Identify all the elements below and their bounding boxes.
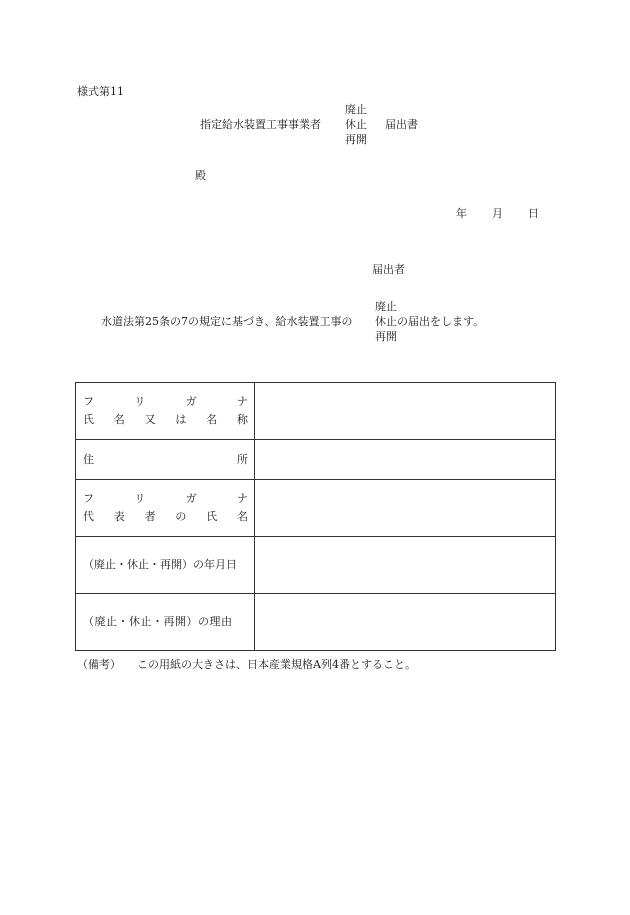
title-suffix: 届出書 (385, 118, 418, 131)
statement-option-abolish: 廃止 (375, 300, 397, 313)
title-option-abolish: 廃止 (345, 103, 367, 116)
statement-option-resume: 再開 (375, 330, 397, 343)
name-line: 氏 名 又 は 名 称 (83, 413, 248, 426)
date-year: 年 (456, 207, 467, 220)
title-option-suspend: 休止 (345, 118, 367, 131)
date-day: 日 (528, 207, 539, 220)
form-number: 様式第11 (77, 85, 124, 98)
note-label: （備考） (77, 658, 121, 671)
statement-options (375, 299, 484, 344)
table-row (76, 594, 556, 651)
table-row (76, 440, 556, 480)
table-row (76, 383, 556, 440)
notification-table (75, 382, 556, 651)
date-month: 月 (492, 207, 503, 220)
furigana-line: フ リ ガ ナ (83, 492, 248, 505)
furigana-name-label (76, 383, 255, 440)
change-reason-field[interactable] (255, 594, 556, 651)
title-options (345, 102, 367, 147)
representative-field[interactable] (255, 480, 556, 537)
addressee: 殿 (195, 169, 206, 182)
representative-line: 代 表 者 の 氏 名 (83, 510, 248, 523)
furigana-line: フ リ ガ ナ (83, 395, 248, 408)
address-field[interactable] (255, 440, 556, 480)
statement-option-suspend: 休止の届出をします。 (375, 315, 485, 328)
table-row (76, 480, 556, 537)
name-field[interactable] (255, 383, 556, 440)
change-date-field[interactable] (255, 537, 556, 594)
change-date-label: （廃止・休止・再開）の年月日 (76, 537, 255, 594)
representative-label (76, 480, 255, 537)
statement-prefix: 水道法第25条の7の規定に基づき、給水装置工事の (101, 315, 353, 328)
table-row (76, 537, 556, 594)
title-option-resume: 再開 (345, 133, 367, 146)
notifier-label: 届出者 (372, 263, 405, 276)
address-label: 住 所 (76, 440, 255, 480)
note-text: この用紙の大きさは、日本産業規格A列4番とすること。 (137, 658, 416, 671)
change-reason-label: （廃止・休止・再開）の理由 (76, 594, 255, 651)
title-prefix: 指定給水装置工事事業者 (200, 118, 321, 131)
